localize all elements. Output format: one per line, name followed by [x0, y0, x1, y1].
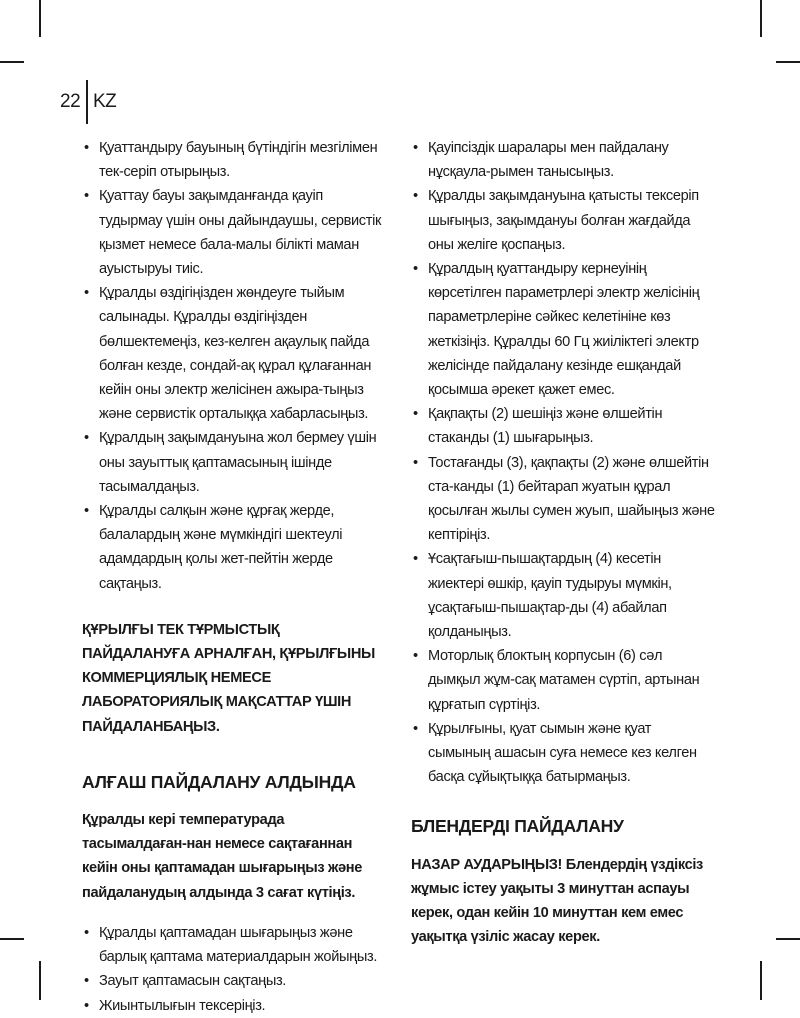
- crop-mark: [776, 938, 800, 940]
- bullet-icon: •: [84, 924, 89, 941]
- list-item: • Моторлық блоктың корпусын (6) сәл дымқыл жұм-сақ матамен сүртіп, артынан құрғатып сүртіңіз.: [411, 644, 716, 717]
- list-item: • Қақпақты (2) шешіңіз және өлшейтін стаканды (1) шығарыңыз.: [411, 402, 716, 450]
- page-number: 22: [60, 91, 81, 112]
- crop-mark: [0, 938, 24, 940]
- bullet-icon: •: [413, 140, 418, 156]
- section-intro: Құралды кері температурада тасымалдаған-нан немесе сақтағаннан кейін оны қаптамадан шығарыңыз және пайдаланудың алдында 3 сағат күтіңіз.: [82, 812, 362, 901]
- safety-list: [82, 136, 387, 596]
- crop-mark: [0, 61, 24, 63]
- header-divider: [86, 80, 88, 124]
- list-item: • Ұсақтағыш-пышақтардың (4) кесетін жиектері өшкір, қауіп тудыруы мүмкін, ұсақтағыш-пышақтар-ды (4) абайлап қолданыңыз.: [411, 547, 716, 644]
- bullet-icon: •: [413, 188, 418, 205]
- crop-mark: [760, 0, 762, 37]
- list-item: • Құрылғыны, қуат сымын және қуат сымының ашасын суға немесе кез келген басқа сұйықтыққа батырмаңыз.: [411, 717, 716, 790]
- bullet-icon: •: [84, 285, 89, 302]
- bullet-icon: •: [413, 551, 418, 568]
- list-item: • Тостағанды (3), қақпақты (2) және өлшейтін ста-канды (1) бейтарап жуатын құрал қосылған жылы сумен жуып, шайыңыз және кептіріңіз.: [411, 451, 716, 548]
- list-item: • Зауыт қаптамасын сақтаңыз.: [82, 969, 387, 993]
- list-item: • Құралдың зақымдануына жол бермеу үшін оны зауыттық қаптамасының ішінде тасымалдаңыз.: [82, 426, 387, 499]
- crop-mark: [39, 0, 41, 37]
- crop-mark: [760, 961, 762, 1000]
- list-item: • Қуаттау бауы зақымданғанда қауіп тудырмау үшін оны дайындаушы, сервистік қызмет немесе бала-малы білікті маман ауыстыруы тиіс.: [82, 184, 387, 281]
- section-title-using-blender: БЛЕНДЕРДІ ПАЙДАЛАНУ: [411, 816, 624, 837]
- bullet-icon: •: [84, 140, 89, 156]
- bullet-icon: •: [84, 188, 89, 205]
- list-item: • Құралды өздігіңізден жөндеуге тыйым салынады. Құралды өздігіңізден бөлшектемеңіз, кез-келген ақаулық пайда болған кезде, сондай-ақ құрал құлағаннан кейін оны электр желісінен ажыра-тыңыз және сервистік орталыққа хабарласыңыз.: [82, 281, 387, 426]
- left-column: [82, 136, 387, 1018]
- list-item: • Қуаттандыру бауының бүтіндігін мезгілімен тек-серіп отырыңыз.: [82, 136, 387, 184]
- bullet-icon: •: [413, 648, 418, 665]
- list-item: • Қауіпсіздік шаралары мен пайдалану нұсқаула-рымен танысыңыз.: [411, 136, 716, 184]
- bullet-icon: •: [413, 454, 418, 471]
- first-use-list: [82, 921, 387, 1018]
- bullet-icon: •: [84, 503, 89, 520]
- preparation-list: [411, 136, 716, 789]
- bullet-icon: •: [84, 997, 89, 1014]
- section-title-before-first-use: АЛҒАШ ПАЙДАЛАНУ АЛДЫНДА: [82, 771, 356, 792]
- crop-mark: [776, 61, 800, 63]
- right-column: [411, 136, 716, 950]
- bullet-icon: •: [413, 720, 418, 737]
- bullet-icon: •: [413, 406, 418, 423]
- bullet-icon: •: [413, 261, 418, 278]
- list-item: • Жиынтылығын тексеріңіз.: [82, 994, 387, 1018]
- list-item: • Құралды салқын және құрғақ жерде, балалардың және мүмкіндігі шектеулі адамдардың қолы жет-пейтін жерде сақтаңыз.: [82, 499, 387, 596]
- bullet-icon: •: [84, 973, 89, 990]
- language-code: KZ: [93, 91, 117, 112]
- household-use-notice: ҚҰРЫЛҒЫ ТЕК ТҰРМЫСТЫҚ ПАЙДАЛАНУҒА АРНАЛҒАН, ҚҰРЫЛҒЫНЫ КОММЕРЦИЯЛЫҚ НЕМЕСЕ ЛАБОРАТОРИЯЛЫҚ МАҚСАТТАР ҮШІН ПАЙДАЛАНБАҢЫЗ.: [82, 621, 375, 735]
- crop-mark: [39, 961, 41, 1000]
- list-item: • Құралдың қуаттандыру кернеуінің көрсетілген параметрлері электр желісінің параметрлеріне сәйкес келетініне көз жеткізіңіз. Құралды 60 Гц жиіліктегі электр желісінде пайдалану кезінде ешқандай қосымша әрекет қажет емес.: [411, 257, 716, 402]
- list-item: • Құралды зақымдануына қатысты тексеріп шығыңыз, зақымдануы болған жағдайда оны желіге қоспаңыз.: [411, 184, 716, 257]
- operation-warning: НАЗАР АУДАРЫҢЫЗ! Блендердің үздіксіз жұмыс істеу уақыты 3 минуттан аспауы керек, одан кейін 10 минуттан кем емес уақытқа үзіліс жасау керек.: [411, 856, 703, 946]
- bullet-icon: •: [84, 430, 89, 447]
- list-item: • Құралды қаптамадан шығарыңыз және барлық қаптама материалдарын жойыңыз.: [82, 921, 387, 969]
